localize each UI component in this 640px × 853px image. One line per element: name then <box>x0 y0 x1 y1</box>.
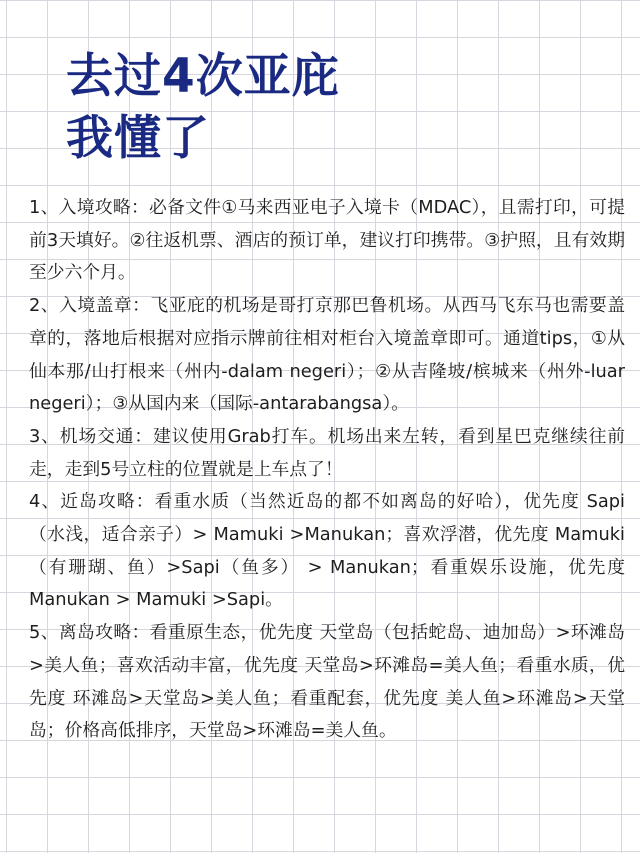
page-title <box>66 46 340 170</box>
title-line-2: 我懂了 <box>66 111 210 166</box>
section-entry-documents: 1、入境攻略：必备文件①马来西亚电子入境卡（MDAC），且需打印，可提前3天填好。②往返机票、酒店的预订单，建议打印携带。③护照，且有效期至少六个月。 <box>29 197 625 284</box>
section-outer-islands: 5、离岛攻略：看重原生态，优先度 天堂岛（包括蛇岛、迪加岛）>环滩岛>美人鱼；喜欢活动丰富，优先度 天堂岛>环滩岛=美人鱼；看重水质，优先度 环滩岛>天堂岛>美人鱼；看重配套，优先度 美人鱼>环滩岛>天堂岛；价格高低排序，天堂岛>环滩岛=美人鱼。 <box>29 622 625 742</box>
section-entry-stamp: 2、入境盖章：飞亚庇的机场是哥打京那巴鲁机场。从西马飞东马也需要盖章的，落地后根据对应指示牌前往相对柜台入境盖章即可。通道tips，①从仙本那/山打根来（州内-dalam negeri）；②从吉隆坡/槟城来（州外-luar negeri）；③从国内来（国际-antarabangsa）。 <box>29 295 625 415</box>
section-nearby-islands: 4、近岛攻略：看重水质（当然近岛的都不如离岛的好哈），优先度 Sapi （水浅，适合亲子）> Mamuki >Manukan；喜欢浮潜，优先度 Mamuki （有珊瑚、鱼）>Sapi（鱼多） > Manukan；看重娱乐设施，优先度 Manukan > Mamuki >Sapi。 <box>29 491 625 611</box>
article-body <box>29 192 625 748</box>
title-line-1: 去过4次亚庇 <box>66 49 340 104</box>
section-airport-transport: 3、机场交通：建议使用Grab打车。机场出来左转，看到星巴克继续往前走，走到5号立柱的位置就是上车点了！ <box>29 425 625 480</box>
